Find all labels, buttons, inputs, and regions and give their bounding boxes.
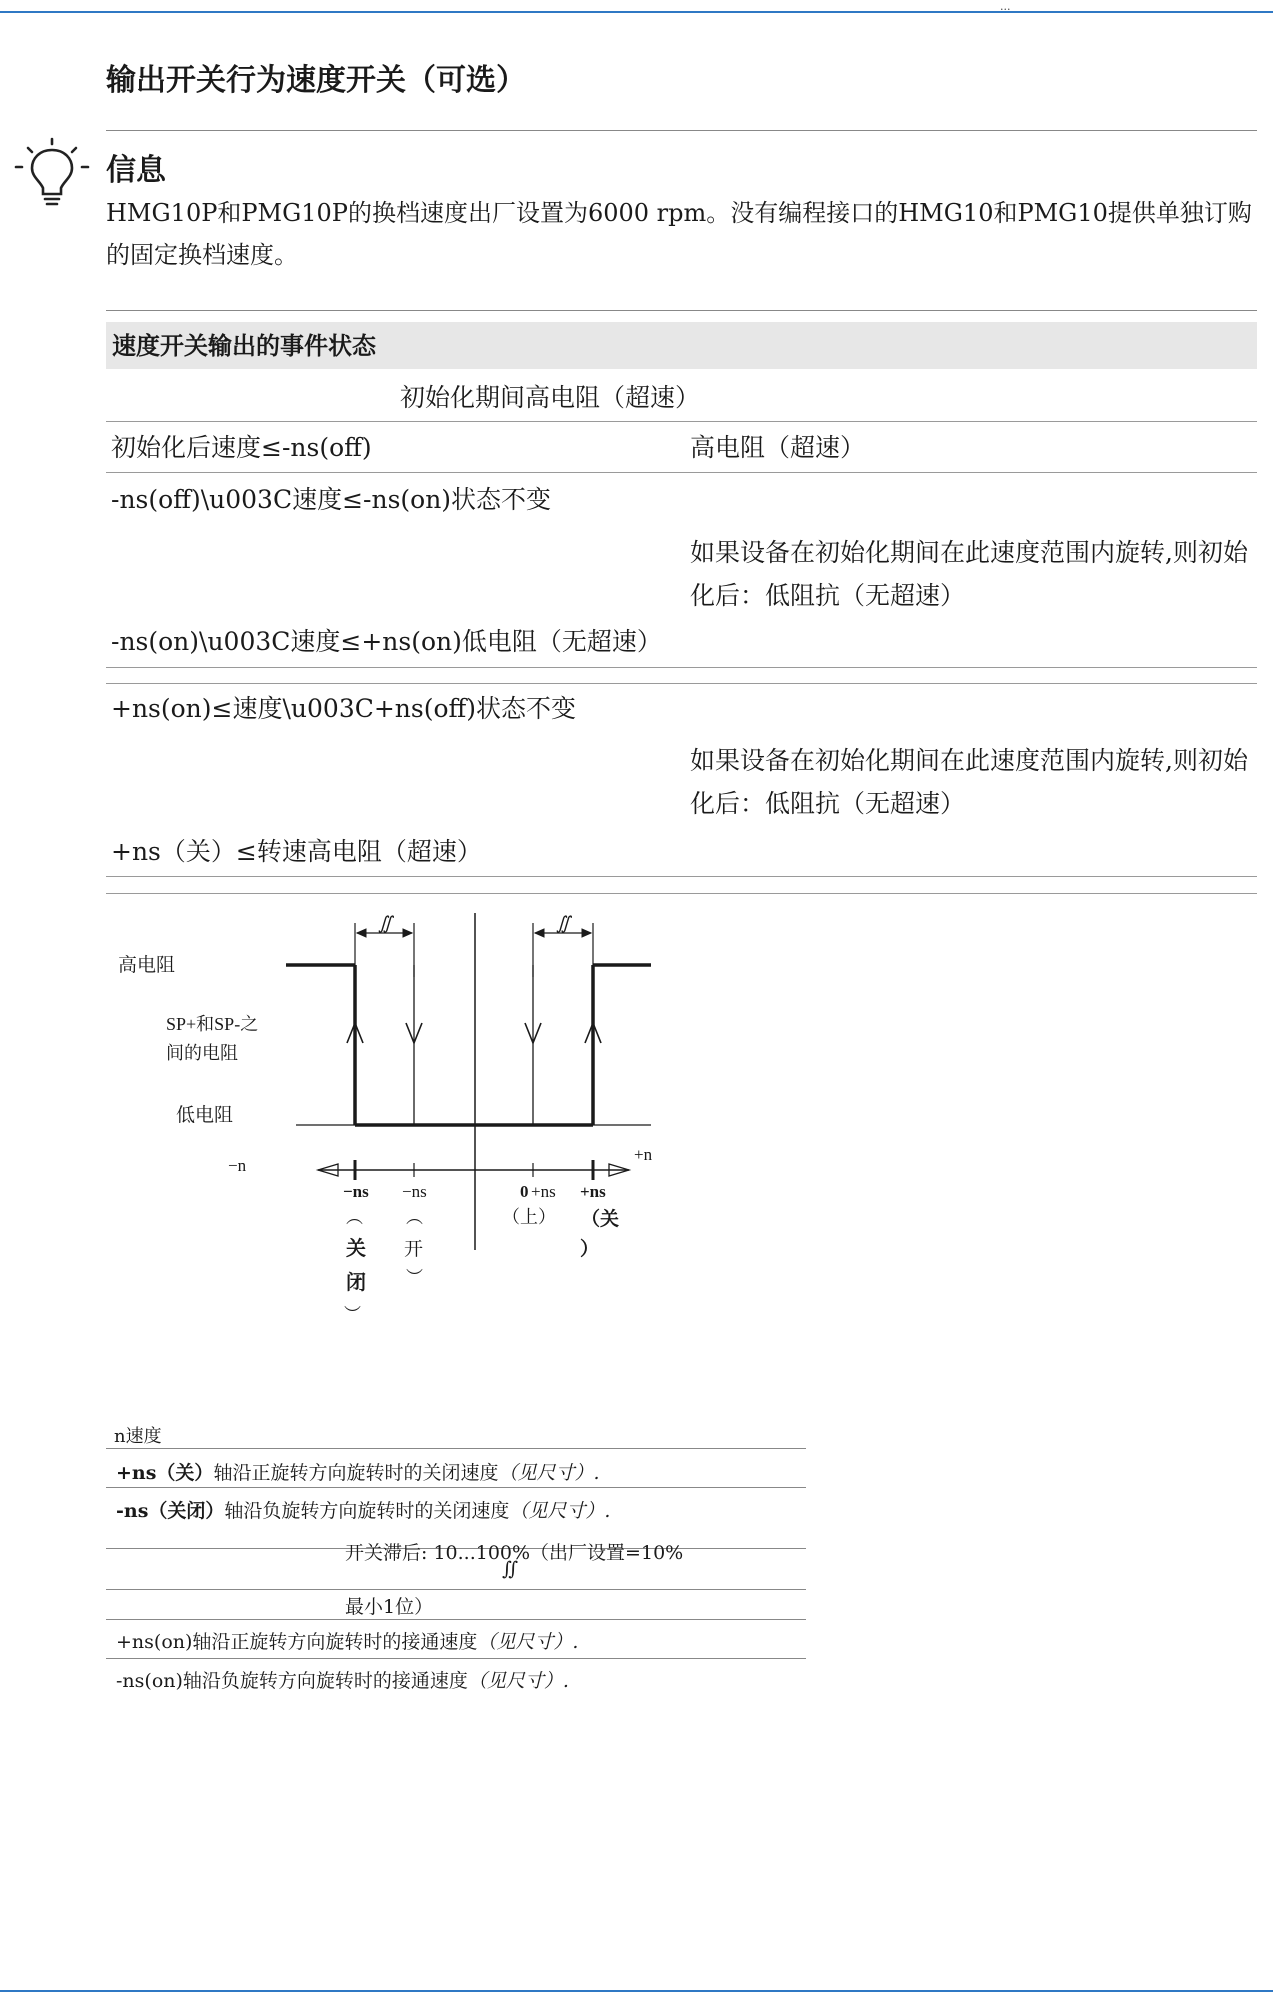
- tick-sub: ︶: [406, 1268, 423, 1287]
- label-resistance: 间的电阻: [166, 1043, 238, 1063]
- hysteresis-symbol: ∬: [502, 1558, 519, 1580]
- tick-sub: ︶: [344, 1305, 361, 1324]
- tick-sub: ︵: [406, 1208, 423, 1227]
- table-cell: 如果设备在初始化期间在此速度范围内旋转,则初始化后：低阻抗（无超速）: [690, 538, 1248, 610]
- legend-rule: [106, 1658, 806, 1659]
- divider: [106, 130, 1257, 131]
- tick-zero: 0: [520, 1182, 529, 1201]
- table-cell: 初始化后速度≤-ns(off): [111, 433, 372, 462]
- legend-row: [116, 1627, 578, 1654]
- header-rule: [0, 11, 1273, 13]
- legend-rule: [106, 1448, 806, 1449]
- table-header: 速度开关输出的事件状态: [106, 322, 1257, 369]
- tick-sub: 开: [404, 1239, 424, 1260]
- table-rule: [106, 683, 1257, 684]
- table-subheader: 初始化期间高电阻（超速）: [400, 383, 701, 412]
- tick-neg-off: −ns: [343, 1182, 369, 1201]
- tick-pos-on: +ns: [531, 1182, 556, 1201]
- legend-desc: 轴沿负旋转方向旋转时的关闭速度: [224, 1500, 510, 1522]
- hysteresis-diagram: [106, 905, 726, 1400]
- legend-desc: +ns(on)轴沿正旋转方向旋转时的接通速度: [116, 1631, 478, 1653]
- info-title: 信息: [106, 153, 166, 188]
- table-cell: -ns(on)\u003C速度≤+ns(on)低电阻（无超速）: [111, 627, 662, 656]
- divider: [106, 310, 1257, 311]
- legend-desc: -ns(on)轴沿负旋转方向旋转时的接通速度: [116, 1670, 468, 1692]
- table-cell: +ns（关）≤转速高电阻（超速）: [111, 837, 482, 866]
- legend-rule: [106, 1487, 806, 1488]
- legend-title: n速度: [114, 1426, 162, 1447]
- legend-row: [116, 1666, 569, 1693]
- section-title: 输出开关行为速度开关（可选）: [106, 63, 526, 98]
- table-rule: [106, 421, 1257, 422]
- tick-sub: ︵: [346, 1208, 363, 1227]
- legend-row: [116, 1496, 610, 1523]
- axis-label-neg: −n: [228, 1156, 247, 1175]
- legend-hysteresis: 开关滞后: 10...100%（出厂设置=10%: [345, 1542, 684, 1564]
- tick-sub: 闭: [346, 1272, 366, 1294]
- table-cell: 如果设备在初始化期间在此速度范围内旋转,则初始化后：低阻抗（无超速）: [690, 746, 1248, 818]
- legend-term: -ns（关闭）: [116, 1500, 225, 1522]
- legend-desc: 轴沿正旋转方向旋转时的关闭速度: [213, 1462, 499, 1484]
- tick-sub: 关: [346, 1238, 366, 1260]
- table-cell: 高电阻（超速）: [690, 433, 866, 462]
- table-rule: [106, 876, 1257, 877]
- table-rule: [106, 893, 1257, 894]
- legend-row: [116, 1458, 600, 1485]
- table-rule: [106, 472, 1257, 473]
- label-high-resistance: 高电阻: [118, 955, 176, 976]
- table-cell: +ns(on)≤速度\u003C+ns(off)状态不变: [111, 694, 577, 723]
- legend-rule: [106, 1589, 806, 1590]
- label-resistance: SP+和SP-之: [166, 1014, 259, 1034]
- tick-sub: ）: [580, 1239, 600, 1260]
- footer-rule: [0, 1990, 1273, 1992]
- lightbulb-icon: [12, 136, 92, 216]
- legend-ref: （见尺寸）.: [467, 1670, 569, 1692]
- tick-pos-off: +ns: [580, 1182, 606, 1201]
- hysteresis-symbol: ∬: [378, 913, 393, 933]
- legend-rule: [106, 1619, 806, 1620]
- legend-ref: （见尺寸）.: [509, 1500, 611, 1522]
- tick-sub: （关: [581, 1209, 620, 1230]
- hysteresis-symbol: ∬: [556, 913, 571, 933]
- legend-ref: （见尺寸）.: [498, 1462, 600, 1484]
- header-fragment: ...: [1000, 0, 1011, 13]
- table-rule: [106, 667, 1257, 668]
- legend-term: +ns（关）: [116, 1462, 214, 1484]
- axis-label-pos: +n: [634, 1145, 653, 1164]
- legend-hysteresis-min: 最小1位）: [345, 1596, 434, 1618]
- legend-ref: （见尺寸）.: [477, 1631, 579, 1653]
- info-text: HMG10P和PMG10P的换档速度出厂设置为6000 rpm。没有编程接口的HMG10和PMG10提供单独订购的固定换档速度。: [106, 199, 1252, 269]
- table-cell: -ns(off)\u003C速度≤-ns(on)状态不变: [111, 485, 552, 514]
- label-low-resistance: 低电阻: [176, 1105, 234, 1126]
- tick-sub: （上）: [502, 1207, 556, 1227]
- tick-neg-on: −ns: [402, 1182, 427, 1201]
